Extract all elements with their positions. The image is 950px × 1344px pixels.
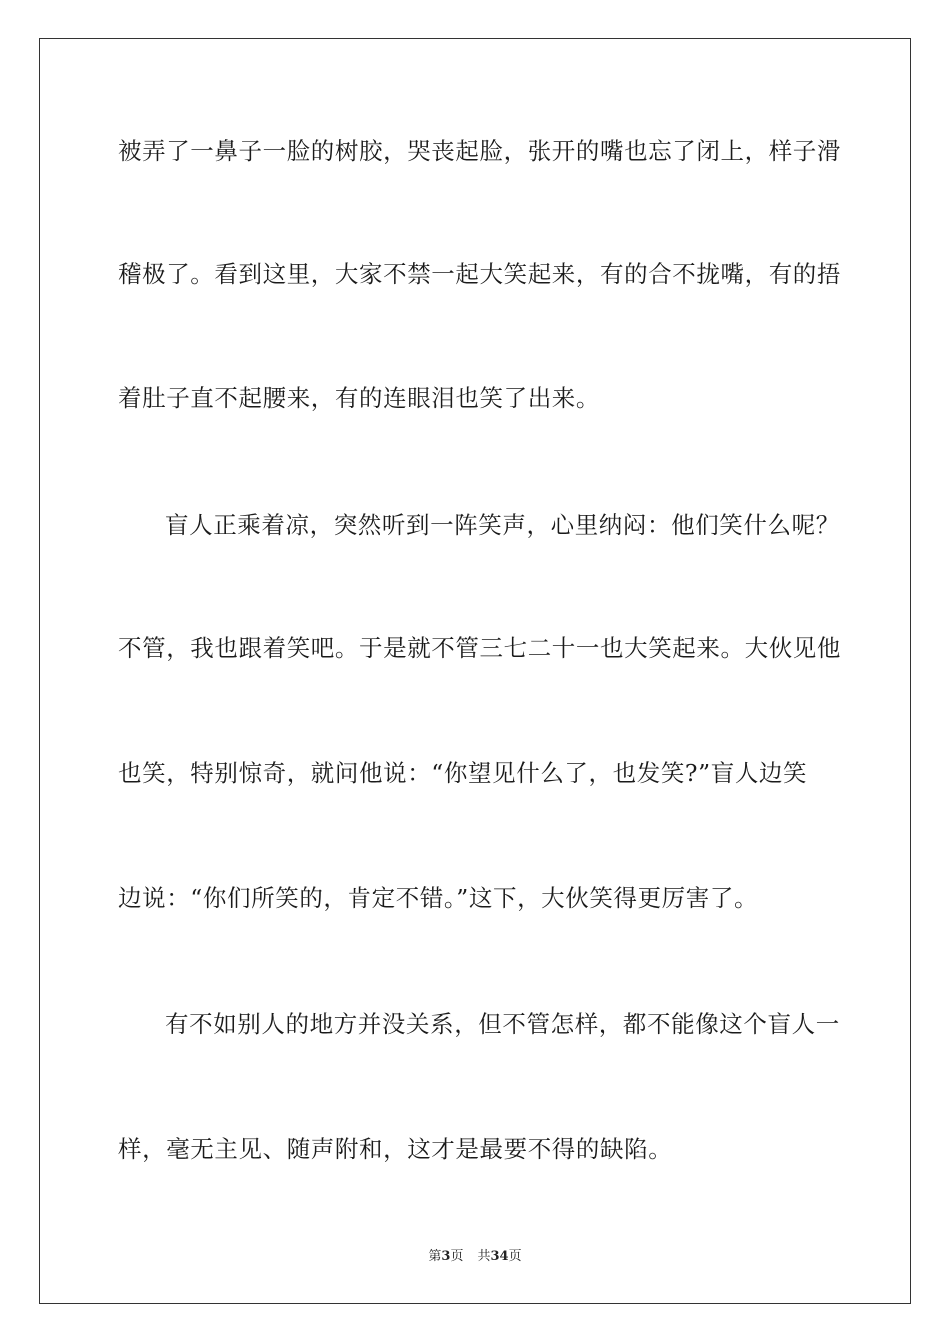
paragraph-3-line-1: 有不如别人的地方并没关系，但不管怎样，都不能像这个盲人一 bbox=[165, 1010, 840, 1038]
text-line-3: 着肚子直不起腰来，有的连眼泪也笑了出来。 bbox=[118, 384, 600, 412]
page-prefix: 第 bbox=[428, 1249, 442, 1264]
text-line-5: 不管，我也跟着笑吧。于是就不管三七二十一也大笑起来。大伙见他 bbox=[118, 634, 841, 662]
text-line-1: 被弄了一鼻子一脸的树胶，哭丧起脸，张开的嘴也忘了闭上，样子滑 bbox=[118, 137, 841, 165]
total-pages: 34 bbox=[490, 1249, 509, 1264]
text-line-2: 稽极了。看到这里，大家不禁一起大笑起来，有的合不拢嘴，有的捂 bbox=[118, 260, 841, 288]
text-line-7: 边说：“你们所笑的，肯定不错。”这下，大伙笑得更厉害了。 bbox=[118, 884, 759, 912]
total-prefix: 共 bbox=[477, 1249, 491, 1264]
paragraph-2-line-1: 盲人正乘着凉，突然听到一阵笑声，心里纳闷：他们笑什么呢？ bbox=[165, 511, 840, 539]
page-border bbox=[39, 38, 911, 1304]
text-line-9: 样，毫无主见、随声附和，这才是最要不得的缺陷。 bbox=[118, 1135, 673, 1163]
page-footer bbox=[0, 1248, 950, 1266]
page-number: 3 bbox=[441, 1249, 451, 1264]
page-suffix: 页 bbox=[450, 1249, 464, 1264]
text-line-6: 也笑，特别惊奇，就问他说：“你望见什么了，也发笑?”盲人边笑 bbox=[118, 759, 808, 787]
total-suffix: 页 bbox=[508, 1249, 522, 1264]
